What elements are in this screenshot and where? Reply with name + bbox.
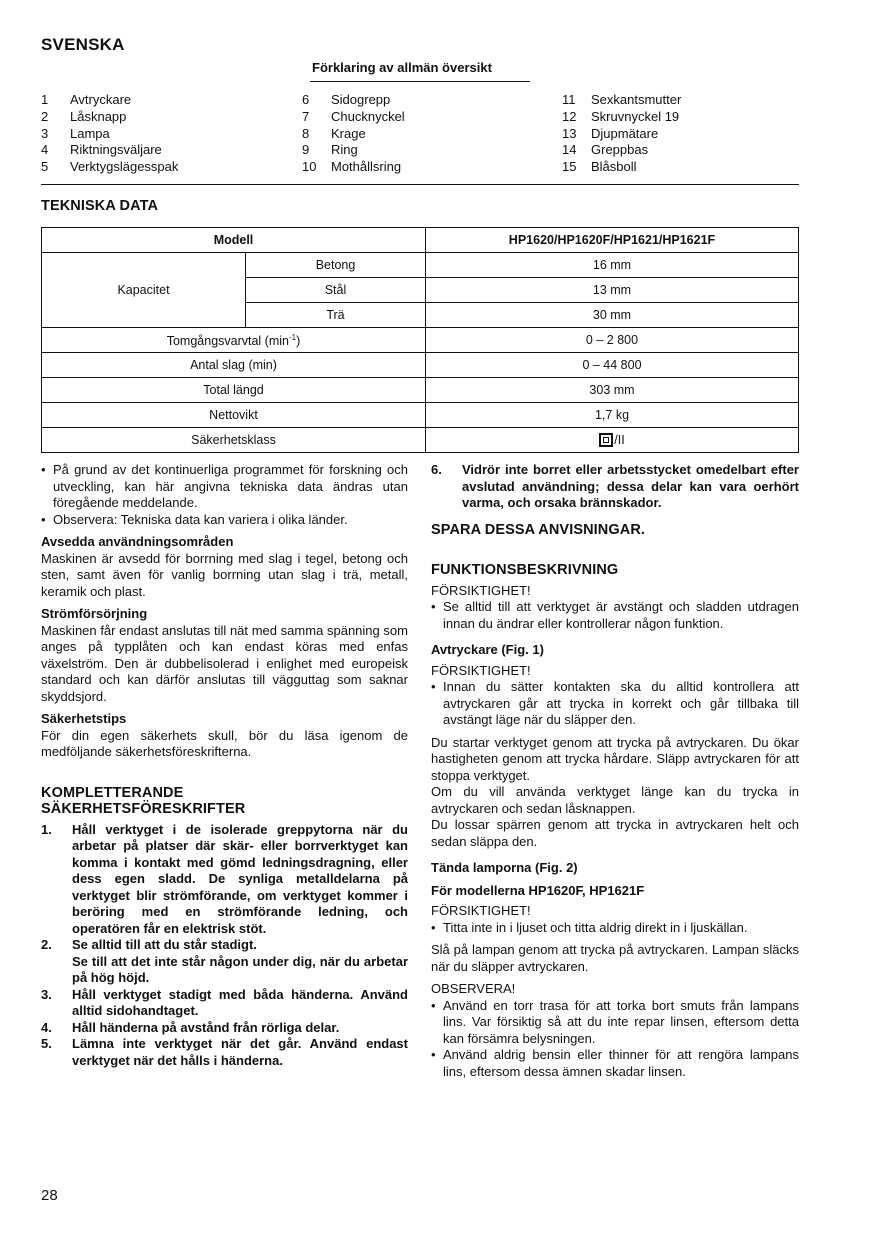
- trigger-paragraph: Du startar verktyget genom att trycka på avtryckaren. Du ökar hastigheten genom att trycka hårdare. Släpp avtryckaren för att stoppa verktyget.: [431, 734, 799, 783]
- table-cell: 0 – 2 800: [426, 328, 799, 353]
- rule-number: 5.: [41, 1036, 52, 1051]
- safety-rule: [41, 1020, 408, 1037]
- part-number: 8: [302, 125, 310, 141]
- function-description-heading: FUNKTIONSBESKRIVNING: [431, 562, 619, 578]
- bullet-icon: •: [431, 919, 436, 935]
- table-cell: 13 mm: [426, 278, 799, 303]
- part-number: 4: [41, 142, 49, 158]
- trigger-paragraph: Om du vill använda verktyget länge kan du trycka in avtryckaren och sedan låsknappen.: [431, 784, 799, 816]
- table-cell: Betong: [246, 253, 426, 278]
- part-label: Lampa: [70, 125, 110, 141]
- note-label: OBSERVERA!: [431, 981, 516, 996]
- table-cell: 0 – 44 800: [426, 353, 799, 378]
- caution-label: FÖRSIKTIGHET!: [431, 662, 531, 678]
- part-item: [562, 126, 681, 143]
- intended-use-heading: Avsedda användningsområden: [41, 534, 234, 549]
- part-label: Blåsboll: [591, 159, 637, 175]
- table-row: [42, 378, 799, 403]
- note-text: Använd en torr trasa för att torka bort smuts från lampans lins. Var försiktig så att du inte repar linsen, eftersom detta kan försämra belysningen.: [443, 997, 799, 1046]
- bullet-icon: •: [431, 599, 436, 614]
- power-supply-heading: Strömförsörjning: [41, 606, 148, 621]
- safety-rule: [41, 1036, 408, 1069]
- table-cell: Stål: [246, 278, 426, 303]
- part-label: Låsknapp: [70, 108, 127, 124]
- part-label: Sexkantsmutter: [591, 92, 682, 107]
- rule-text: Vidrör inte borret eller arbetsstycket omedelbart efter avslutad användning; dessa delar kan vara oerhört varma, och orsaka brännskador.: [462, 462, 799, 510]
- rule-text-line1: Se alltid till att du står stadigt.: [72, 937, 257, 952]
- idle-speed-label-close: ): [296, 334, 301, 349]
- part-label: Chucknyckel: [331, 108, 405, 124]
- part-number: 5: [41, 159, 49, 175]
- safety-tips-heading: Säkerhetstips: [41, 711, 127, 726]
- part-item: [41, 142, 178, 159]
- rule-text: [72, 937, 408, 987]
- table-cell: Nettovikt: [42, 403, 426, 428]
- caution-label: FÖRSIKTIGHET!: [431, 582, 531, 598]
- safety-rule: [41, 987, 408, 1020]
- idle-speed-label: Tomgångsvarvtal (min: [166, 334, 289, 349]
- part-number: 15: [562, 159, 577, 175]
- caution-text: Innan du sätter kontakten ska du alltid kontrollera att avtryckaren går att trycka in korrekt och går tillbaka till avstängt läge när du släpper den.: [443, 679, 799, 727]
- part-item: [41, 126, 178, 143]
- part-label: Avtryckare: [70, 92, 132, 107]
- lamp-heading: Tända lamporna (Fig. 2): [431, 860, 578, 875]
- safety-rules-list: [41, 822, 408, 1070]
- note-text: Använd aldrig bensin eller thinner för att rengöra lampans lins, eftersom dessa ämnen skadar linsen.: [443, 1047, 799, 1079]
- rule-text: Håll verktyget i de isolerade greppytorna när du arbetar på platser där skär- eller borrverktyget kan komma i kontakt med gömd ledningsdragning, eller dess egen sladd. De synliga metalldelarna på verktyget blir strömförande, om verktyget kommer i beröring med en strömförande ledning, och operatören får en elektrisk stöt.: [72, 821, 408, 936]
- table-cell: Trä: [246, 303, 426, 328]
- rule-number: 1.: [41, 821, 52, 837]
- table-row: [42, 253, 799, 278]
- part-number: 2: [41, 108, 49, 124]
- safety-class-value: /II: [614, 432, 625, 447]
- table-row: [42, 328, 799, 353]
- left-column: [41, 462, 408, 1069]
- table-cell: Antal slag (min): [42, 353, 426, 378]
- safety-tips-text: För din egen säkerhets skull, bör du läsa igenom de medföljande säkerhetsföreskrifterna.: [41, 727, 408, 759]
- part-item: [562, 159, 681, 176]
- parts-list-column-3: [562, 92, 681, 176]
- trigger-heading: Avtryckare (Fig. 1): [431, 642, 544, 657]
- rule-text-line2: Se till att det inte står någon under dig, när du arbetar på hög höjd.: [72, 953, 408, 985]
- part-item: [41, 159, 178, 176]
- note-bullet: [431, 1047, 799, 1080]
- part-item: [562, 142, 681, 159]
- bullet-icon: •: [431, 997, 436, 1013]
- part-number: 3: [41, 125, 49, 141]
- rule-number: 6.: [431, 462, 442, 477]
- table-cell: [42, 328, 426, 353]
- caution-bullet: [431, 599, 799, 632]
- overview-title-underline: [310, 81, 530, 82]
- spec-note: [41, 512, 408, 529]
- part-label: Verktygslägesspak: [70, 159, 179, 175]
- part-label: Mothållsring: [331, 159, 402, 175]
- table-cell: 16 mm: [426, 253, 799, 278]
- safety-rules-list-continued: [431, 462, 799, 512]
- safety-rule: [431, 462, 799, 512]
- part-item: [41, 92, 178, 109]
- parts-list-column-1: [41, 92, 178, 176]
- part-label: Ring: [331, 142, 358, 158]
- lamp-paragraph: Slå på lampan genom att trycka på avtryckaren. Lampan släcks när du släpper avtryckaren.: [431, 942, 799, 974]
- table-header-cell: HP1620/HP1620F/HP1621/HP1621F: [426, 228, 799, 253]
- table-row: [42, 353, 799, 378]
- table-cell: 30 mm: [426, 303, 799, 328]
- rule-number: 4.: [41, 1019, 52, 1035]
- bullet-icon: •: [41, 511, 46, 527]
- right-column: [431, 462, 799, 1080]
- spec-note: [41, 462, 408, 512]
- part-item: [302, 159, 405, 176]
- rule-number: 3.: [41, 986, 52, 1002]
- note-bullet: [431, 998, 799, 1048]
- part-item: [41, 109, 178, 126]
- save-instructions-heading: SPARA DESSA ANVISNINGAR.: [431, 521, 646, 538]
- additional-safety-heading: [41, 785, 408, 818]
- caution-bullet: [431, 679, 799, 729]
- caution-bullet: [431, 920, 799, 937]
- spec-note-text: På grund av det kontinuerliga programmet för forskning och utveckling, kan här angivna tekniska data ändras utan föregående meddelande.: [53, 462, 408, 510]
- bullet-icon: •: [431, 1047, 436, 1062]
- table-cell: 1,7 kg: [426, 403, 799, 428]
- specs-table: [41, 227, 799, 453]
- part-number: 14: [562, 142, 577, 158]
- part-label: Greppbas: [591, 142, 649, 158]
- rule-number: 2.: [41, 937, 52, 952]
- part-number: 1: [41, 92, 49, 107]
- part-item: [302, 92, 405, 109]
- rule-text: Lämna inte verktyget när det går. Använd endast verktyget när det hålls i händerna.: [72, 1036, 408, 1068]
- part-label: Djupmätare: [591, 125, 659, 141]
- bullet-icon: •: [431, 679, 436, 694]
- part-number: 12: [562, 108, 577, 124]
- table-row: [42, 403, 799, 428]
- part-number: 11: [562, 92, 576, 107]
- part-number: 7: [302, 108, 310, 124]
- part-number: 13: [562, 125, 577, 141]
- page-number: 28: [41, 1187, 58, 1204]
- part-item: [302, 109, 405, 126]
- bullet-icon: •: [41, 462, 46, 477]
- part-number: 6: [302, 92, 310, 107]
- table-row: [42, 228, 799, 253]
- rule-text: Håll händerna på avstånd från rörliga delar.: [72, 1019, 340, 1035]
- double-insulation-icon: [599, 433, 613, 447]
- part-number: 9: [302, 142, 310, 158]
- part-item: [562, 109, 681, 126]
- trigger-paragraph: Du lossar spärren genom att trycka in avtryckaren helt och sedan släppa den.: [431, 817, 799, 849]
- part-label: Riktningsväljare: [70, 142, 162, 158]
- table-cell: 303 mm: [426, 378, 799, 403]
- specs-heading: TEKNISKA DATA: [41, 198, 159, 214]
- caution-text: Se alltid till att verktyget är avstängt och sladden utdragen innan du ändrar eller kontrollerar någon funktion.: [443, 599, 799, 631]
- intended-use-text: Maskinen är avsedd för borrning med slag i tegel, betong och sten, samt även för vanlig borrning utan slag i trä, metall, keramik och plast.: [41, 550, 408, 599]
- idle-speed-unit-exponent: -1: [288, 333, 297, 343]
- rule-text: Håll verktyget stadigt med båda händerna. Använd alltid sidohandtaget.: [72, 986, 408, 1018]
- table-cell: Säkerhetsklass: [42, 428, 426, 453]
- additional-safety-heading-line2: SÄKERHETSFÖRESKRIFTER: [41, 801, 246, 817]
- table-cell: [426, 428, 799, 453]
- part-label: Krage: [331, 125, 366, 141]
- part-item: [302, 142, 405, 159]
- overview-title: Förklaring av allmän översikt: [312, 60, 492, 75]
- safety-rule: [41, 822, 408, 938]
- language-heading: SVENSKA: [41, 35, 125, 54]
- additional-safety-heading-line1: KOMPLETTERANDE: [41, 784, 184, 801]
- table-row: [42, 428, 799, 453]
- lamp-models-subheading: För modellerna HP1620F, HP1621F: [431, 882, 645, 898]
- section-divider: [41, 184, 799, 185]
- part-item: [302, 126, 405, 143]
- part-label: Skruvnyckel 19: [591, 108, 680, 124]
- caution-label: FÖRSIKTIGHET!: [431, 903, 531, 918]
- parts-list-column-2: [302, 92, 405, 176]
- table-header-cell: Modell: [42, 228, 426, 253]
- part-number: 10: [302, 159, 317, 175]
- spec-note-text: Observera: Tekniska data kan variera i olika länder.: [53, 511, 348, 527]
- caution-text: Titta inte in i ljuset och titta aldrig direkt in i ljuskällan.: [443, 919, 748, 935]
- part-item: [562, 92, 681, 109]
- table-cell: Kapacitet: [42, 253, 246, 328]
- power-supply-text: Maskinen får endast anslutas till nät med samma spänning som anges på typplåten och kan endast köras med enfas växelström. Den är dubbelisolerad i enlighet med europeisk standard och kan därför anslutas till vägguttag som saknar skyddsjord.: [41, 622, 408, 704]
- table-cell: Total längd: [42, 378, 426, 403]
- safety-rule: [41, 937, 408, 987]
- part-label: Sidogrepp: [331, 92, 391, 107]
